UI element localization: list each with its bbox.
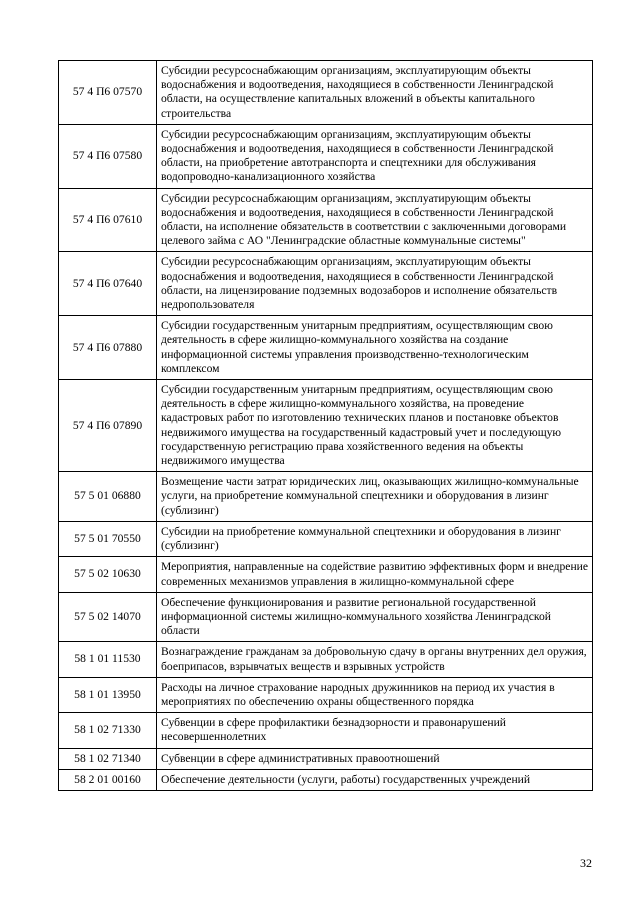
budget-code: 57 4 П6 07580 <box>59 124 157 188</box>
table-body <box>59 61 593 791</box>
table-row <box>59 124 593 188</box>
expense-description: Субсидии на приобретение коммунальной спецтехники и оборудования в лизинг (сублизинг) <box>157 521 593 556</box>
expense-description: Обеспечение деятельности (услуги, работы) государственных учреждений <box>157 769 593 790</box>
table-row <box>59 188 593 252</box>
expense-description: Обеспечение функционирования и развитие региональной государственной информационной системы жилищно-коммунального хозяйства Ленинградской области <box>157 592 593 642</box>
expense-description: Субвенции в сфере профилактики безнадзорности и правонарушений несовершеннолетних <box>157 713 593 748</box>
table-row <box>59 677 593 712</box>
table-row <box>59 521 593 556</box>
expense-description: Субсидии государственным унитарным предприятиям, осуществляющим свою деятельность в сфере жилищно-коммунального хозяйства, на проведение кадастровых работ по изготовлению технических планов и постановке объектов недвижимого имущества на государственный кадастровый учет и последующую государственную регистрацию права хозяйственного ведения на объекты недвижимого имущества <box>157 380 593 472</box>
page-number: 32 <box>580 856 592 870</box>
expense-description: Субсидии ресурсоснабжающим организациям, эксплуатирующим объекты водоснабжения и водоотведения, находящиеся в собственности Ленинградской области, на осуществление капитальных вложений в объекты капитального строительства <box>157 61 593 125</box>
expense-description: Субсидии государственным унитарным предприятиям, осуществляющим свою деятельность в сфере жилищно-коммунального хозяйства на создание информационной системы управления производственно-технологическим комплексом <box>157 316 593 380</box>
expense-description: Субсидии ресурсоснабжающим организациям, эксплуатирующим объекты водоснабжения и водоотведения, находящиеся в собственности Ленинградской области, на лицензирование подземных водозаборов и исполнение обязательств недропользователя <box>157 252 593 316</box>
budget-code: 58 1 02 71340 <box>59 748 157 769</box>
budget-code: 57 4 П6 07570 <box>59 61 157 125</box>
table-row <box>59 380 593 472</box>
budget-code: 57 5 02 14070 <box>59 592 157 642</box>
budget-codes-table <box>58 60 593 791</box>
table-row <box>59 252 593 316</box>
budget-code: 58 1 01 11530 <box>59 642 157 677</box>
table-row <box>59 472 593 522</box>
expense-description: Субвенции в сфере административных правоотношений <box>157 748 593 769</box>
budget-code: 57 4 П6 07610 <box>59 188 157 252</box>
budget-code: 58 1 02 71330 <box>59 713 157 748</box>
budget-code: 57 5 01 06880 <box>59 472 157 522</box>
expense-description: Возмещение части затрат юридических лиц, оказывающих жилищно-коммунальные услуги, на приобретение коммунальной спецтехники и оборудования в лизинг (сублизинг) <box>157 472 593 522</box>
budget-code: 58 2 01 00160 <box>59 769 157 790</box>
budget-code: 57 4 П6 07880 <box>59 316 157 380</box>
table-row <box>59 61 593 125</box>
expense-description: Субсидии ресурсоснабжающим организациям, эксплуатирующим объекты водоснабжения и водоотведения, находящиеся в собственности Ленинградской области, на приобретение автотранспорта и спецтехники для обслуживания водопроводно-канализационного хозяйства <box>157 124 593 188</box>
expense-description: Расходы на личное страхование народных дружинников на период их участия в мероприятиях по обеспечению охраны общественного порядка <box>157 677 593 712</box>
budget-code: 57 4 П6 07640 <box>59 252 157 316</box>
budget-code: 58 1 01 13950 <box>59 677 157 712</box>
table-row <box>59 592 593 642</box>
expense-description: Субсидии ресурсоснабжающим организациям, эксплуатирующим объекты водоснабжения и водоотведения, находящиеся в собственности Ленинградской области, на исполнение обязательств в соответствии с заключенными договорами целевого займа с АО "Ленинградские областные коммунальные системы" <box>157 188 593 252</box>
table-row <box>59 748 593 769</box>
budget-code: 57 5 02 10630 <box>59 557 157 592</box>
expense-description: Вознаграждение гражданам за добровольную сдачу в органы внутренних дел оружия, боеприпасов, взрывчатых веществ и взрывных устройств <box>157 642 593 677</box>
budget-code: 57 5 01 70550 <box>59 521 157 556</box>
table-row <box>59 713 593 748</box>
expense-description: Мероприятия, направленные на содействие развитию эффективных форм и внедрение современных механизмов управления в жилищно-коммунальной сфере <box>157 557 593 592</box>
table-row <box>59 769 593 790</box>
table-row <box>59 557 593 592</box>
table-row <box>59 316 593 380</box>
budget-code: 57 4 П6 07890 <box>59 380 157 472</box>
table-row <box>59 642 593 677</box>
